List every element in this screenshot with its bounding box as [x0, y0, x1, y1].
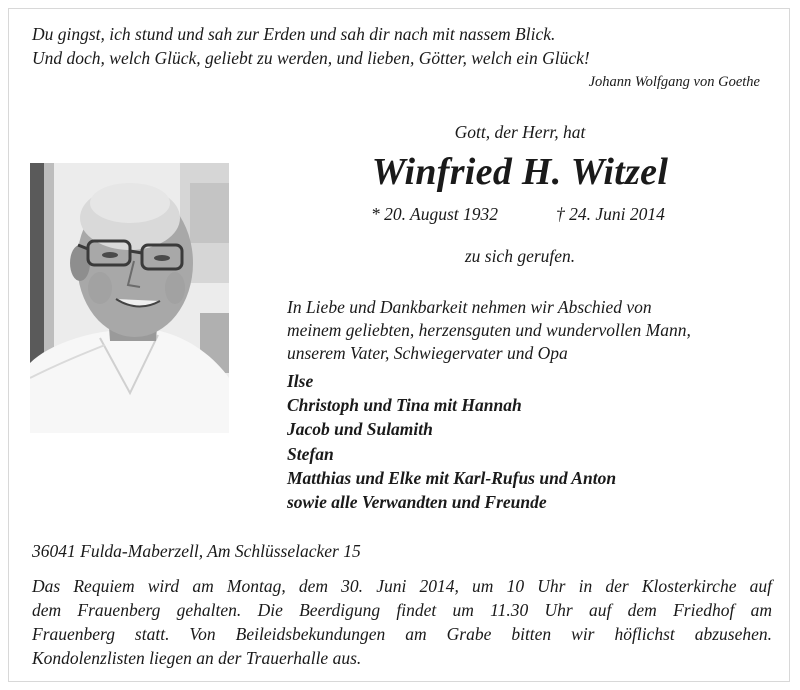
- deceased-name: Winfried H. Witzel: [371, 151, 669, 193]
- mourners-list: [287, 369, 616, 514]
- mourner-entry: Jacob und Sulamith: [287, 419, 433, 440]
- portrait-photo: [30, 163, 229, 433]
- farewell-line: unserem Vater, Schwiegervater und Opa: [287, 343, 568, 363]
- farewell-line: In Liebe und Dankbarkeit nehmen wir Abschied von: [287, 297, 652, 317]
- mourner-entry: Matthias und Elke mit Karl-Rufus und Anton: [287, 467, 617, 488]
- service-line: Kondolenzlisten liegen an der Trauerhalle aus.: [32, 648, 362, 668]
- service-line: Das Requiem wird am Montag, dem 30. Juni 2014, um 10 Uhr in der Klosterkirche auf: [32, 576, 772, 596]
- goethe-quote: [32, 22, 590, 70]
- intro-text: Gott, der Herr, hat: [454, 122, 586, 142]
- service-line: dem Frauenberg gehalten. Die Beerdigung findet um 11.30 Uhr auf dem Friedhof am: [32, 600, 772, 620]
- family-address: 36041 Fulda-Maberzell, Am Schlüsselacker 15: [32, 541, 361, 561]
- called-text: zu sich gerufen.: [464, 246, 576, 266]
- quote-line-2: Und doch, welch Glück, geliebt zu werden, und lieben, Götter, welch ein Glück!: [32, 48, 590, 68]
- mourner-entry: Stefan: [287, 443, 334, 464]
- mourner-entry: Christoph und Tina mit Hannah: [287, 395, 522, 416]
- birth-date: * 20. August 1932: [371, 204, 499, 224]
- service-line: Frauenberg statt. Von Beileidsbekundungen am Grabe bitten wir höflichst abzusehen.: [32, 624, 772, 644]
- service-details: [32, 574, 772, 670]
- farewell-line: meinem geliebten, herzensguten und wundervollen Mann,: [287, 320, 691, 340]
- mourner-entry: sowie alle Verwandten und Freunde: [287, 492, 547, 513]
- quote-line-1: Du gingst, ich stund und sah zur Erden und sah dir nach mit nassem Blick.: [32, 24, 556, 44]
- quote-author: Johann Wolfgang von Goethe: [588, 74, 760, 90]
- death-date: † 24. Juni 2014: [556, 204, 665, 224]
- farewell-paragraph: [287, 296, 691, 365]
- mourner-entry: Ilse: [287, 371, 314, 391]
